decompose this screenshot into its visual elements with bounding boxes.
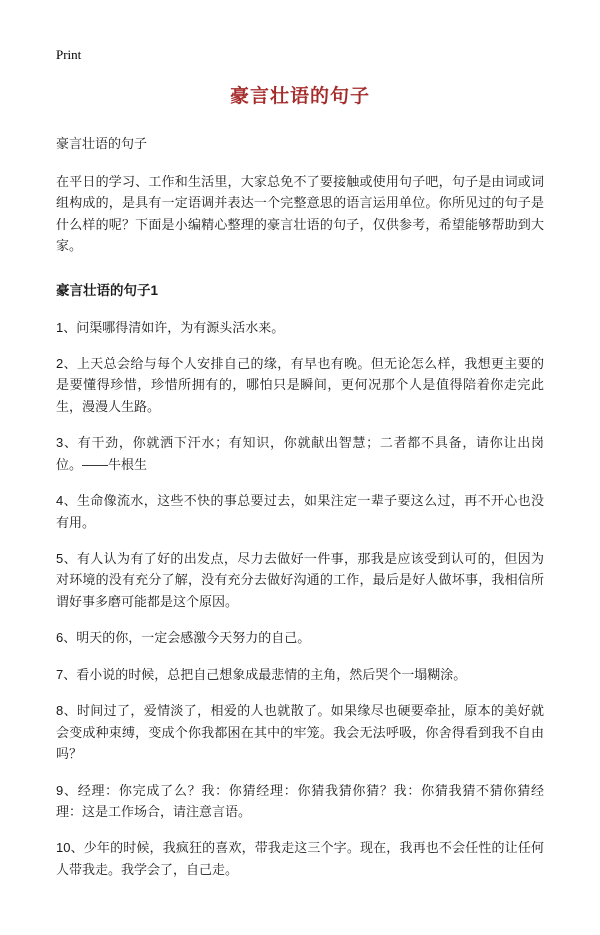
sentence-item-4: 4、生命像流水，这些不快的事总要过去，如果注定一辈子要这么过，再不开心也没有用。: [56, 493, 544, 530]
sentence-item-2: 2、上天总会给与每个人安排自己的缘，有早也有晚。但无论怎么样，我想更主要的是要懂得珍惜，珍惜所拥有的，哪怕只是瞬间，更何况那个人是值得陪着你走完此生，漫漫人生路。: [56, 355, 544, 414]
subtitle-text: 豪言壮语的句子: [56, 136, 148, 151]
sentence-item-10: 10、少年的时候，我疯狂的喜欢，带我走这三个字。现在，我再也不会任性的让任何人带我走。我学会了，自己走。: [56, 840, 544, 877]
sentence-item-7: 7、看小说的时候，总把自己想象成最悲情的主角，然后哭个一塌糊涂。: [56, 666, 467, 682]
sentence-item-9: 9、经理：你完成了么？我：你猜经理：你猜我猜你猜？我：你猜我猜不猜你猜经理：这是工作场合，请注意言语。: [56, 782, 544, 819]
sentence-item-3: 3、有干劲，你就洒下汗水；有知识，你就献出智慧；二者都不具备，请你让出岗位。——牛根生: [56, 435, 544, 472]
page-title: 豪言壮语的句子: [229, 86, 370, 107]
print-button[interactable]: Print: [56, 47, 82, 62]
sentence-item-8: 8、时间过了，爱情淡了，相爱的人也就散了。如果缘尽也硬要牵扯，原本的美好就会变成种束缚，变成个你我都困在其中的牢笼。我会无法呼吸，你舍得看到我不自由吗？: [56, 703, 544, 762]
sentence-item-1: 1、问渠哪得清如许，为有源头活水来。: [56, 319, 285, 335]
intro-paragraph: 在平日的学习、工作和生活里，大家总免不了要接触或使用句子吧，句子是由词或词组构成的，是具有一定语调并表达一个完整意思的语言运用单位。你所见过的句子是什么样的呢？下面是小编精心整理的豪言壮语的句子，仅供参考，希望能够帮助到大家。: [56, 173, 544, 254]
section-heading: 豪言壮语的句子1: [56, 282, 159, 298]
sentence-item-6: 6、明天的你，一定会感激今天努力的自己。: [56, 630, 311, 646]
sentence-item-5: 5、有人认为有了好的出发点，尽力去做好一件事，那我是应该受到认可的，但因为对环境的没有充分了解，没有充分去做好沟通的工作，最后是好人做坏事，我相信所谓好事多磨可能都是这个原因。: [56, 551, 544, 609]
